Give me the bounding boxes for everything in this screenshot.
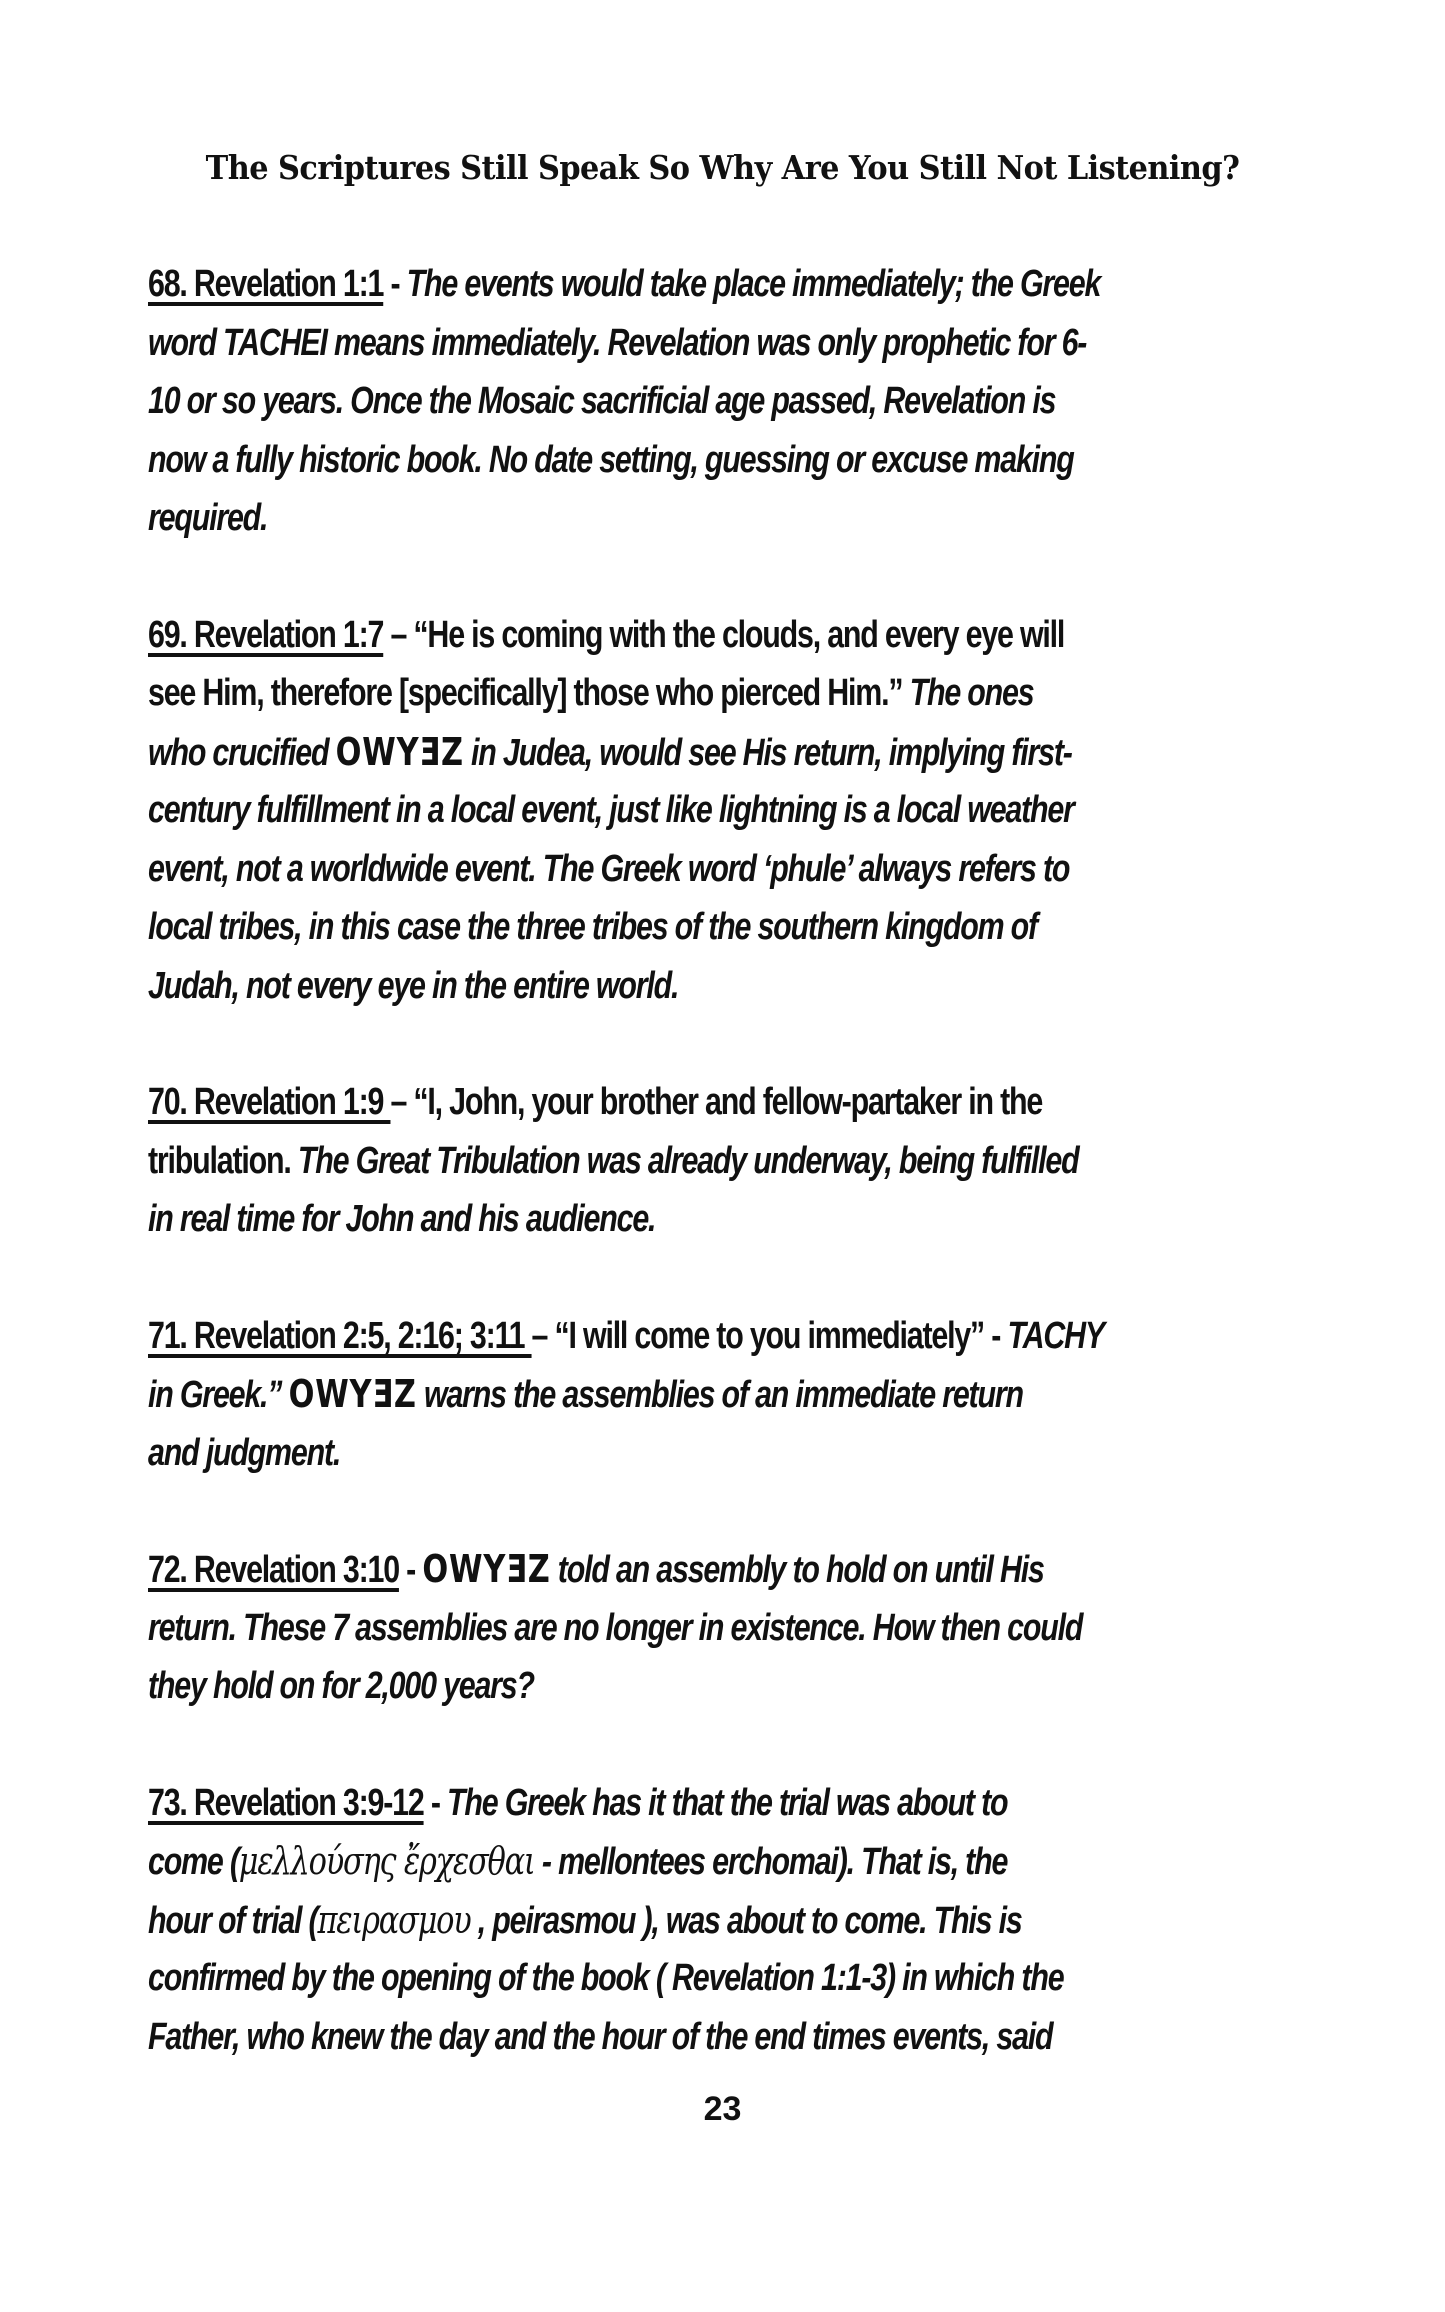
entry-line	[148, 372, 1338, 431]
quoted-scripture-text: -	[423, 1781, 447, 1824]
entry-line	[148, 1073, 1338, 1132]
commentary-text: Judah, not every eye in the entire world.	[148, 964, 679, 1007]
scripture-reference: 69. Revelation 1:7	[148, 613, 384, 656]
entry-line	[148, 1774, 1338, 1833]
commentary-text: hour of trial (	[148, 1899, 318, 1942]
document-body	[148, 255, 1338, 2124]
paleo-hebrew-name: OWYƎZ	[422, 1547, 551, 1591]
entry-line	[148, 1190, 1338, 1249]
entry-line	[148, 898, 1338, 957]
commentary-text: in Judea, would see His return, implying first-	[463, 731, 1072, 774]
entry-line	[148, 1891, 1338, 1950]
paleo-hebrew-name: OWYƎZ	[335, 729, 464, 774]
entry-line	[148, 314, 1338, 373]
entry-line	[148, 431, 1338, 490]
entry-line	[148, 255, 1338, 314]
entry-line	[148, 1307, 1338, 1366]
commentary-text: warns the assemblies of an immediate return	[416, 1374, 1023, 1416]
entry-line	[148, 1949, 1338, 2008]
commentary-text: , peirasmou ), was about to come. This is	[470, 1899, 1022, 1942]
commentary-text: in real time for John and his audience.	[148, 1198, 656, 1240]
quoted-scripture-text: – “He is coming with the clouds, and every eye will	[383, 613, 1065, 656]
quoted-scripture-text: tribulation.	[148, 1139, 298, 1182]
commentary-text: return. These 7 assemblies are no longer in existence. How then could	[148, 1606, 1083, 1649]
entry-line	[148, 1365, 1338, 1424]
scripture-entry-69	[148, 606, 1338, 1016]
scripture-entry-71	[148, 1307, 1338, 1483]
commentary-text: come (	[148, 1841, 239, 1883]
commentary-text: and judgment.	[148, 1431, 341, 1474]
commentary-text: The ones	[909, 672, 1034, 714]
commentary-text: Father, who knew the day and the hour of the end times events, said	[148, 2015, 1053, 2058]
scripture-reference: 68. Revelation 1:1	[148, 263, 384, 305]
commentary-text: local tribes, in this case the three tribes of the southern kingdom of	[148, 906, 1037, 948]
page-header-title: The Scriptures Still Speak So Why Are You Still Not Listening?	[205, 148, 1240, 187]
entry-line	[148, 606, 1338, 665]
commentary-text: told an assembly to hold on until His	[550, 1549, 1044, 1591]
entry-line	[148, 1657, 1338, 1716]
entry-line	[148, 1540, 1338, 1599]
scripture-reference: 70. Revelation 1:9	[148, 1081, 391, 1123]
scripture-entry-70	[148, 1073, 1338, 1249]
scripture-reference: 73. Revelation 3:9-12	[148, 1781, 424, 1824]
entry-line	[148, 957, 1338, 1016]
commentary-text: event, not a worldwide event. The Greek word ‘phule’ always refers to	[148, 847, 1070, 890]
commentary-text: word TACHEI means immediately. Revelation was only prophetic for 6-	[148, 321, 1087, 364]
quoted-scripture-text: -	[398, 1549, 423, 1591]
commentary-text: The events would take place immediately; the Greek	[406, 263, 1101, 305]
commentary-text: century fulfillment in a local event, just like lightning is a local weather	[148, 789, 1074, 831]
entry-line	[148, 781, 1338, 840]
entry-line	[148, 2008, 1338, 2067]
paleo-hebrew-name: OWYƎZ	[288, 1372, 417, 1416]
commentary-text: 10 or so years. Once the Mosaic sacrificial age passed, Revelation is	[148, 380, 1056, 422]
entry-line	[148, 1599, 1338, 1658]
scripture-reference: 71. Revelation 2:5, 2:16; 3:11	[148, 1314, 532, 1357]
entry-line	[148, 1832, 1338, 1891]
entry-line	[148, 664, 1338, 723]
page-number: 23	[703, 2090, 742, 2128]
commentary-text: they hold on for 2,000 years?	[148, 1665, 534, 1707]
commentary-text: who crucified	[148, 731, 336, 774]
entry-line	[148, 1424, 1338, 1483]
commentary-text: now a fully historic book. No date setting, guessing or excuse making	[148, 438, 1074, 481]
commentary-text: - mellontees erchomai). That is, the	[534, 1841, 1008, 1883]
greek-text: πειρασμου	[317, 1897, 471, 1942]
scripture-reference: 72. Revelation 3:10	[148, 1549, 399, 1591]
scripture-entry-72	[148, 1540, 1338, 1716]
commentary-text: TACHY	[1007, 1314, 1104, 1357]
entry-line	[148, 723, 1338, 782]
commentary-text: required.	[148, 497, 268, 539]
entry-line	[148, 840, 1338, 899]
scripture-entry-68	[148, 255, 1338, 548]
quoted-scripture-text: -	[383, 263, 407, 305]
commentary-text: in Greek.”	[148, 1374, 289, 1416]
entry-line	[148, 1132, 1338, 1191]
scripture-entry-73	[148, 1774, 1338, 2067]
quoted-scripture-text: – “I will come to you immediately” -	[531, 1314, 1008, 1357]
commentary-text: The Greek has it that the trial was about to	[447, 1781, 1008, 1824]
quoted-scripture-text: see Him, therefore [specifically] those who pierced Him.”	[148, 672, 910, 714]
greek-text: μελλούσης ἔρχεσθαι	[238, 1839, 535, 1883]
commentary-text: confirmed by the opening of the book ( Revelation 1:1-3) in which the	[148, 1957, 1064, 1999]
quoted-scripture-text: – “I, John, your brother and fellow-partaker in the	[390, 1081, 1043, 1123]
commentary-text: The Great Tribulation was already underway, being fulfilled	[297, 1139, 1079, 1182]
entry-line	[148, 489, 1338, 548]
